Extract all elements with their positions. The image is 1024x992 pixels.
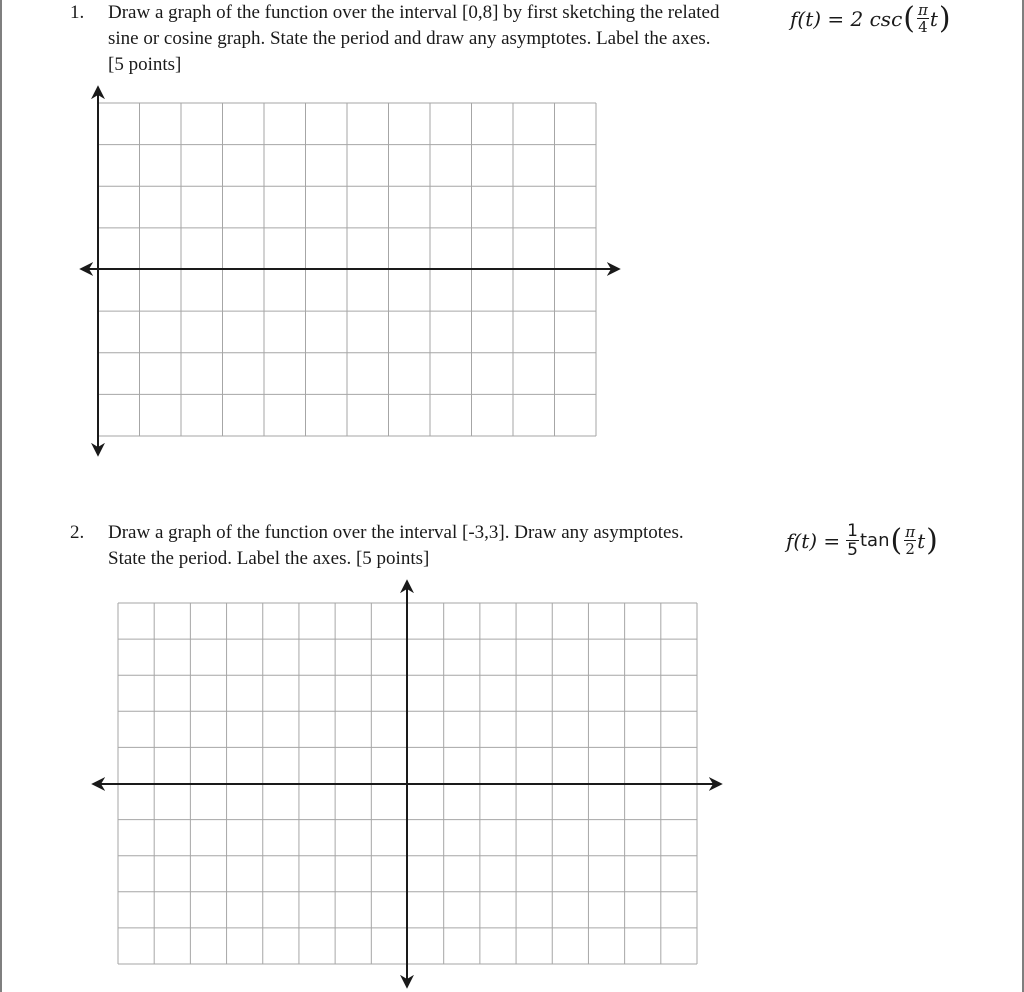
question-1-line-1: Draw a graph of the function over the interval [0,8] by first sketching the related [108,2,720,23]
formula-2-variable: t [917,528,926,553]
question-2-number: 2. [70,522,85,543]
question-2-formula: f(t) = $\frac{1}{5}$ tan ( $\frac{\pi}{2}$ t ) [786,521,938,560]
question-2-line-1: Draw a graph of the function over the interval [-3,3]. Draw any asymptotes. [108,522,684,543]
question-1-line-3: [5 points] [108,54,182,75]
question-1-formula: f(t) = 2 csc ( $\frac{\pi}{4}$ t ) [790,0,951,36]
formula-2-coef-denominator: 5 [847,540,858,560]
formula-2-denominator: 2 [905,540,915,558]
question-2-line-2: State the period. Label the axes. [5 points] [108,548,430,569]
formula-2-lhs: f(t) = [786,528,841,553]
formula-1-lhs: f(t) = 2 csc [790,6,903,31]
formula-1-variable: t [929,6,938,31]
formula-2-coef-numerator: 1 [847,521,858,541]
formula-2-numerator: π [905,523,916,541]
formula-1-denominator: 4 [918,18,928,36]
formula-1-numerator: π [917,1,928,19]
question-1-number: 1. [70,2,85,23]
question-1-line-2: sine or cosine graph. State the period and draw any asymptotes. Label the axes. [108,28,711,49]
formula-2-func: tan [860,530,890,551]
